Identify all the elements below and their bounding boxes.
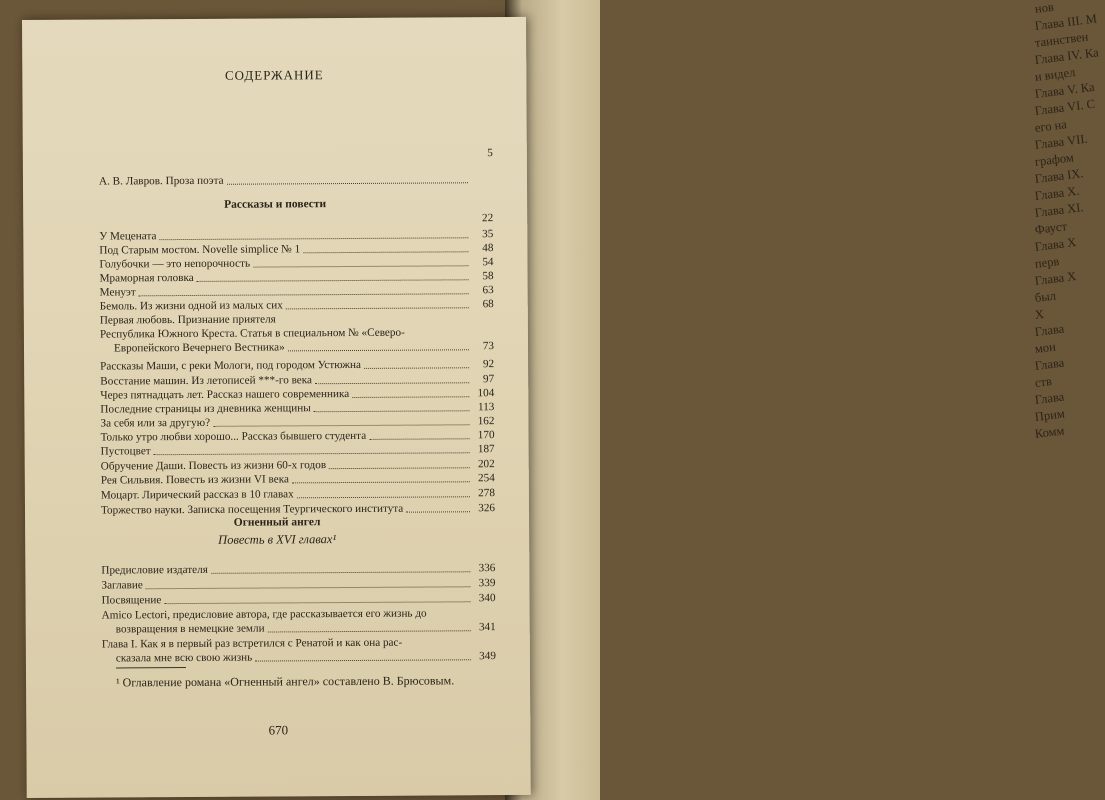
toc-entry-title: Моцарт. Лирический рассказ в 10 главах <box>100 488 294 502</box>
dot-leader <box>268 630 471 632</box>
toc-entry[interactable] <box>100 312 494 327</box>
toc-entry-title: Голубочки — это непорочность <box>99 257 251 271</box>
dot-leader <box>286 307 469 309</box>
dot-leader <box>146 586 471 589</box>
adjacent-page-text <box>1035 0 1105 460</box>
adjacent-page-line: и видел <box>1034 65 1077 84</box>
toc-entry-title: Торжество науки. Записка посещения Теургического института <box>100 502 404 517</box>
toc-entry-page: 349 <box>479 650 496 663</box>
dot-leader <box>211 571 471 574</box>
adjacent-page-line: Прим <box>1034 406 1066 424</box>
footnote: ¹ Оглавление романа «Огненный ангел» составлено В. Брюсовым. <box>116 673 455 690</box>
dot-leader <box>279 322 469 323</box>
adjacent-page-line: Глава VI. С <box>1034 96 1096 118</box>
toc-entry[interactable] <box>101 472 495 487</box>
toc-entry-title: сказала мне всю свою жизнь <box>115 651 253 665</box>
dot-leader <box>314 410 470 412</box>
adjacent-page-line: Глава <box>1034 355 1065 373</box>
toc-entry-page: 58 <box>482 270 494 283</box>
footnote-rule <box>116 667 186 668</box>
toc-entry-page: 187 <box>477 443 495 456</box>
toc-entry-title: Amico Lectori, предисловие автора, где рассказывается его жизнь до <box>101 607 427 622</box>
page-title: СОДЕРЖАНИЕ <box>224 67 324 83</box>
toc-entry-page: 254 <box>477 472 495 485</box>
adjacent-page-line: Глава X <box>1034 234 1077 254</box>
toc-entry[interactable] <box>101 458 495 473</box>
toc-entry-title: Европейского Вечернего Вестника» <box>113 341 285 355</box>
toc-entry[interactable] <box>100 284 494 299</box>
dot-leader <box>315 382 469 384</box>
section-heading-page: 22 <box>481 212 494 225</box>
toc-entry-page: 336 <box>478 562 496 575</box>
toc-entry[interactable] <box>101 562 495 577</box>
toc-entry[interactable] <box>99 228 493 243</box>
toc-entry-title: Через пятнадцать лет. Рассказ нашего современника <box>100 388 350 402</box>
adjacent-page-line: был <box>1034 288 1057 305</box>
toc-entry-title: Предисловие издателя <box>101 563 208 577</box>
adjacent-page-line: Глава <box>1034 321 1065 339</box>
dot-leader <box>292 481 470 483</box>
toc-entry-page: 35 <box>482 228 494 241</box>
adjacent-page-line: Глава IX. <box>1034 166 1085 186</box>
dot-leader <box>406 511 470 512</box>
toc-entry-title: Республика Южного Креста. Статья в специальном № «Северо- <box>99 326 405 341</box>
toc-entry-title: Бемоль. Из жизни одной из малых сих <box>99 299 283 313</box>
adjacent-page-line: X <box>1034 306 1045 322</box>
adjacent-page-line: Глава XI. <box>1034 200 1085 220</box>
toc-entry[interactable] <box>102 636 496 651</box>
toc-entry-page: 97 <box>482 373 495 386</box>
toc-entry[interactable] <box>100 373 494 388</box>
adjacent-page-line: Глава X. <box>1034 183 1081 203</box>
dot-leader <box>364 367 469 369</box>
toc-entry[interactable] <box>101 577 495 592</box>
toc-entry[interactable] <box>99 256 493 271</box>
dot-leader <box>159 237 468 240</box>
toc-entry-title: Последние страницы из дневника женщины <box>100 402 311 416</box>
toc-entry[interactable] <box>100 298 494 313</box>
toc-entry-title: возвращения в немецкие земли <box>115 622 265 636</box>
section-subheading-angel: Повесть в XVI главах¹ <box>218 532 337 547</box>
adjacent-page-line: Комм <box>1034 423 1066 441</box>
toc-entry-page: 92 <box>482 358 495 371</box>
toc-entry[interactable] <box>101 487 495 502</box>
dot-leader <box>227 182 468 184</box>
dot-leader <box>164 601 470 604</box>
adjacent-page-line: нов <box>1034 0 1055 16</box>
dot-leader <box>253 265 468 267</box>
toc-entry-title: Рея Сильвия. Повесть из жизни VI века <box>100 473 289 487</box>
adjacent-page-line: Глава V. Ка <box>1034 79 1096 101</box>
toc-entry-title: Первая любовь. Признание приятеля <box>99 313 276 327</box>
toc-entry-page: 68 <box>482 298 494 311</box>
toc-entry-page: 73 <box>482 340 495 353</box>
adjacent-page-line: Глава X <box>1034 268 1077 288</box>
adjacent-page-line: Глава VII. <box>1034 131 1089 152</box>
toc-entry[interactable] <box>100 270 494 285</box>
toc-entry[interactable] <box>114 340 494 355</box>
toc-entry-page: 113 <box>477 401 495 414</box>
toc-entry-page: 170 <box>477 429 495 442</box>
toc-entry-title: Посвящение <box>101 594 162 607</box>
dot-leader <box>352 396 469 398</box>
toc-entry[interactable] <box>116 650 496 665</box>
toc-entry[interactable] <box>99 242 493 257</box>
intro-page-number: 5 <box>487 147 493 160</box>
toc-entry[interactable] <box>116 621 496 636</box>
toc-entry[interactable] <box>100 401 494 416</box>
dot-leader <box>369 438 469 440</box>
dot-leader <box>197 279 469 282</box>
adjacent-page-line: Фауст <box>1034 219 1068 237</box>
toc-entry-title: У Мецената <box>99 230 157 243</box>
toc-entry-title: Только утро любви хорошо... Рассказ бывшего студента <box>100 429 367 444</box>
toc-entry-page: 162 <box>477 415 495 428</box>
toc-entry-title: А. В. Лавров. Проза поэта <box>98 174 224 188</box>
toc-entry-title: Обручение Даши. Повесть из жизни 60-х годов <box>100 459 327 473</box>
dot-leader <box>139 293 469 296</box>
toc-entry-title: Менуэт <box>99 286 136 299</box>
toc-entry-title: Рассказы Маши, с реки Мологи, под городом Устюжна <box>100 358 362 373</box>
dot-leader <box>288 349 469 351</box>
book-page <box>22 17 531 798</box>
toc-entry[interactable] <box>100 387 494 402</box>
dot-leader <box>154 452 470 455</box>
adjacent-page-line: перв <box>1034 254 1061 271</box>
adjacent-page-line: Глава III. М <box>1034 11 1098 33</box>
adjacent-page-line: графом <box>1034 150 1075 169</box>
adjacent-page-line: Глава <box>1034 389 1065 407</box>
toc-entry-page: 326 <box>478 502 496 515</box>
toc-entry[interactable] <box>101 429 495 444</box>
toc-entry-intro[interactable] <box>99 173 493 188</box>
toc-entry-page: 48 <box>482 242 494 255</box>
toc-entry-title: Мраморная головка <box>99 271 194 285</box>
toc-entry-title: Восстание машин. Из летописей ***-го века <box>100 374 313 388</box>
toc-entry-page: 340 <box>478 592 496 605</box>
toc-entry[interactable] <box>101 443 495 458</box>
adjacent-page-line: ств <box>1034 373 1053 390</box>
toc-entry-title: Пустоцвет <box>100 445 151 458</box>
toc-entry-title: За себя или за другую? <box>100 416 211 430</box>
toc-entry-page: 54 <box>482 256 494 269</box>
section-heading-stories: Рассказы и повести <box>224 198 327 211</box>
section-heading-angel: Огненный ангел <box>233 516 321 529</box>
dot-leader <box>255 659 471 661</box>
toc-entry-page: 341 <box>478 621 496 634</box>
toc-entry[interactable] <box>102 592 496 607</box>
toc-entry-page: 63 <box>482 284 494 297</box>
adjacent-page-line: его на <box>1034 117 1068 135</box>
toc-entry-page: 278 <box>478 487 495 500</box>
toc-entry[interactable] <box>100 326 494 341</box>
adjacent-page-line: таинствен <box>1034 29 1090 50</box>
dot-leader <box>213 424 469 427</box>
toc-entry-title: Глава I. Как я в первый раз встретился с Ренатой и как она рас- <box>101 636 403 651</box>
toc-entry-title: Под Старым мостом. Novelle simplice № 1 <box>99 243 301 257</box>
toc-entry[interactable] <box>100 415 494 430</box>
toc-entry-title: Заглавие <box>101 579 143 592</box>
toc-entry-page: 202 <box>477 458 495 471</box>
adjacent-page-line: Глава IV. Ка <box>1034 45 1100 67</box>
toc-entry-page: 104 <box>477 387 495 400</box>
page-number: 670 <box>268 722 289 738</box>
toc-entry[interactable] <box>100 358 494 373</box>
adjacent-page-line: мон <box>1034 339 1057 356</box>
toc-entry[interactable] <box>102 607 496 622</box>
dot-leader <box>303 251 468 253</box>
dot-leader <box>297 496 470 498</box>
toc-entry-page: 339 <box>478 577 496 590</box>
dot-leader <box>329 467 470 469</box>
